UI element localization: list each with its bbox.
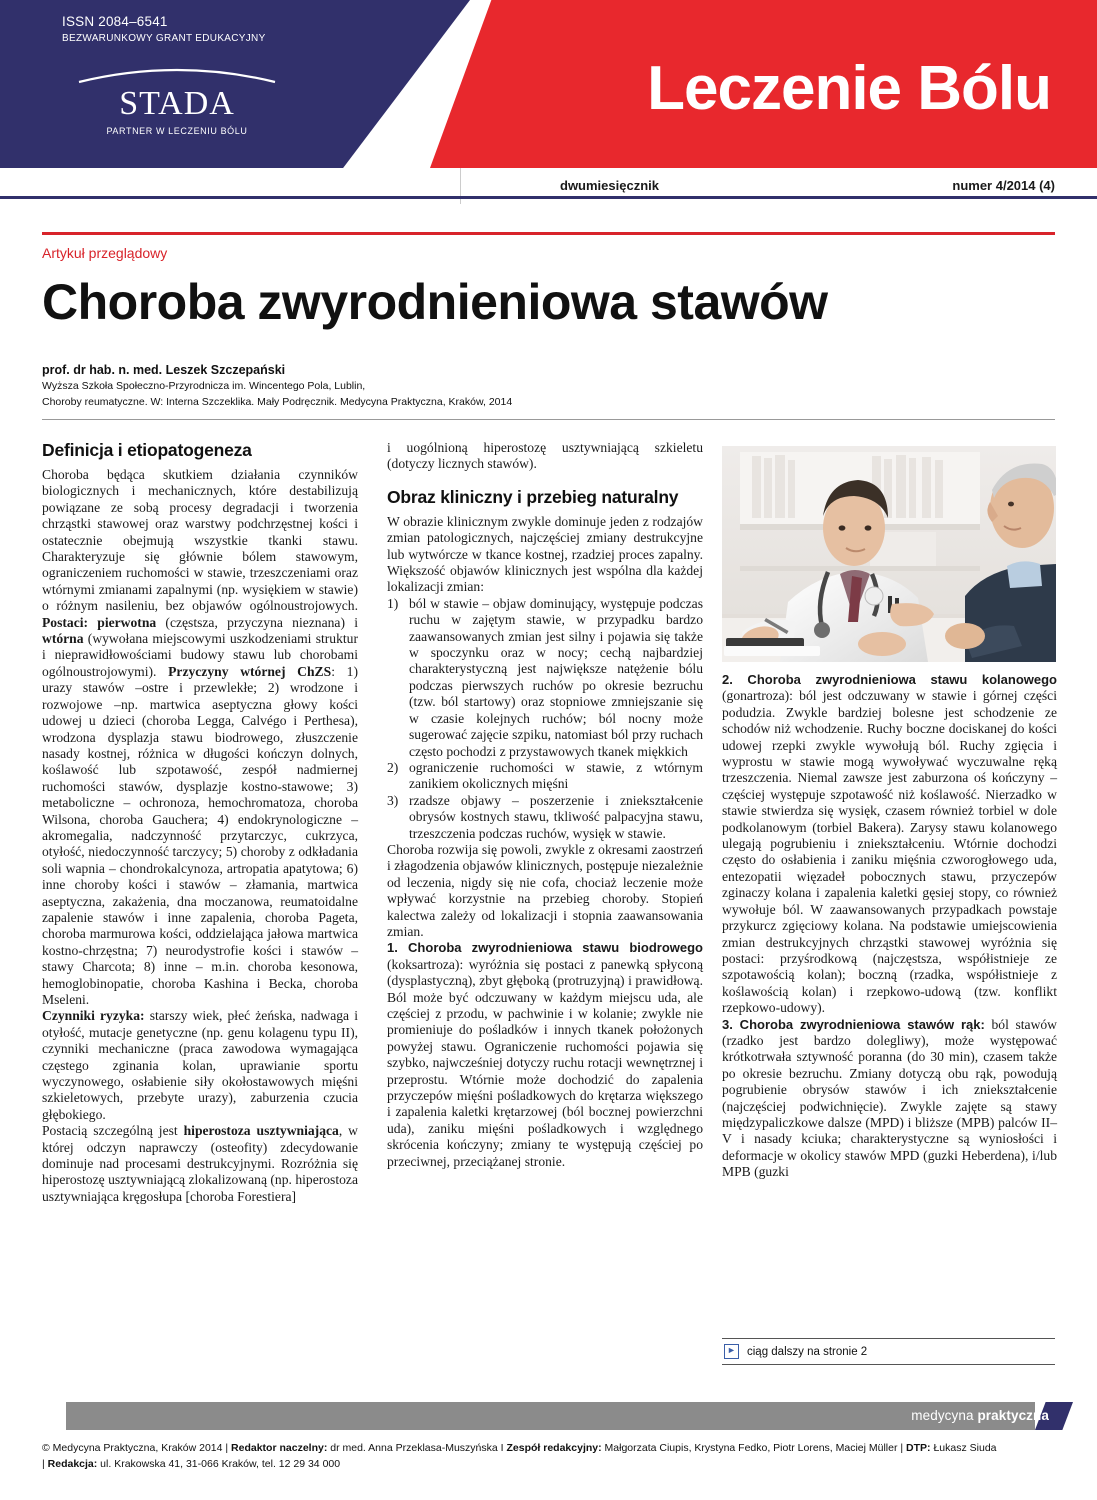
section-heading-obraz-kliniczny: Obraz kliniczny i przebieg naturalny [387, 486, 679, 507]
text-run: Postacią szczególną jest [42, 1123, 184, 1139]
paragraph-continued: i uogólnioną hiperostozę usztywniającą szkieletu (dotyczy licznych stawów). [387, 440, 703, 472]
text-bold: 2. Choroba zwyrodnieniowa stawu kolanowego [722, 672, 1057, 687]
paragraph-obraz-intro: W obrazie klinicznym zwykle dominuje jeden z rodzajów zmian patologicznych, najczęściej zmiany destrukcyjne lub wytwórcze w tkance kostnej, rzadziej proces zapalny. Większość objawów klinicznych jest wspólna dla każdej lokalizacji zmian: [387, 513, 703, 595]
frequency-label: dwumiesięcznik [560, 178, 659, 193]
continue-row[interactable] [722, 1339, 1055, 1364]
paragraph-biodrowego [387, 940, 703, 1170]
photo-illustration [722, 446, 1056, 662]
text-bold: Czynniki ryzyka: [42, 1008, 145, 1024]
text-run: (wywołana miejscowymi uszkodzeniami struktur i nieprawidłowościami budowy stawu lub chorobami ogólnoustrojowymi). [42, 631, 358, 679]
text-run: ból stawów (rzadko jest bardzo dolegliwy), może występować krótkotrwała sztywność poranna (do 30 min), czasem także po okresie bezruchu. Zmiany dotyczą obu rąk, powodują pogrubienie obrysów stawów i ich zniekształcenie (najczęściej podwichnięcie). Zwykle zajęte są stawy międzypaliczkowe dalsze (MPD) i bliższe (MPB) palców II–V i nasady kciuka; charakterystyczne są wyniosłości i deformacje w okolicy stawów MPD (guzki Heberdena), i/lub MPB (guzki [722, 1016, 1057, 1180]
footer-bar [66, 1402, 1035, 1430]
text-bold: Redakcja: [47, 1458, 98, 1470]
stada-arc-icon [77, 62, 277, 84]
section-heading-definicja: Definicja i etiopatogeneza [42, 440, 252, 460]
medycyna-praktyczna-logo [911, 1408, 1049, 1423]
continue-label: ciąg dalszy na stronie 2 [747, 1345, 868, 1358]
grey-divider-rule [42, 419, 1055, 420]
symptoms-list [387, 596, 703, 842]
list-text: rzadsze objawy – poszerzenie i zniekształcenie obrysów kostnych stawu, tkliwość palpacyjna stawu, trzeszczenia podczas ruchów, wysięk w stawie. [409, 792, 703, 841]
text-run: Łukasz Siuda [930, 1442, 997, 1454]
issue-label: numer 4/2014 (4) [952, 178, 1055, 193]
text-run: : 1) urazy stawów –ostre i przewlekłe; 2) wrodzone i rozwojowe –np. martwica aseptyczna głowy kości udowej u dzieci (choroba Legga, Calvégo i Perthesa), wrodzona dysplazja stawu biodrowego, złuszczenie nasady kostnej, różnica w długości kończyn dolnych, koślawość lub szpotawość, zespół nadmiernej ruchomości stawów, dysplazje kostno-stawowe; 3) metaboliczne – ochronoza, hemochromatoza, choroba Wilsona, choroba Gauchera; 4) endokrynologiczne – akromegalia, nadczynność przytarczyc, cukrzyca, otyłość, niedoczynność tarczycy; 5) choroby z odkładania soli wapnia – chondrokalcynoza, artropatia apatytowa; 6) inne choroby kości i stawów – złamania, martwica aseptyczna, zakażenia, dna moczanowa, reumatoidalne zapalenie stawów i inne zapalenia, choroba Pageta, choroba marmurowa kości, oddzielająca jałowa martwica kostno-chrzęstna; 7) neurodystrofie kości i stawów – stawy Charcota; 8) inne – m.in. choroba kesonowa, hemoglobinopatie, choroba Kashina i Becka, choroba Mseleni. [42, 663, 358, 1007]
text-bold: Przyczyny wtórnej ChZS [168, 663, 332, 679]
text-run: Choroba będąca skutkiem działania czynników biologicznych i mechanicznych, które destabilizują powiązane ze sobą procesy degradacji i tworzenia chrząstki stawowej oraz warstwy podchrzęstnej kości i ostatecznie obejmują wszystkie tkanki stawu. Charakteryzuje się głównie bólem stawowym, ograniczeniem ruchomości w stawie, trzeszczeniami oraz wtórnymi zmianami zapalnymi (np. wysiękiem w stawie) o różnym nasileniu, bez objawów ogólnoustrojowych. [42, 467, 358, 614]
text-bold: 1. Choroba zwyrodnieniowa stawu biodrowego [387, 940, 703, 956]
grant-text: BEZWARUNKOWY GRANT EDUKACYJNY [62, 33, 266, 44]
list-item [387, 760, 703, 793]
paragraph-definicja [42, 467, 358, 1008]
article-kicker: Artykuł przeglądowy [42, 245, 168, 261]
list-marker: 2) [387, 759, 399, 775]
text-run: (częstsza, przyczyna nieznana) i [156, 614, 358, 630]
logo-light-part: medycyna [911, 1408, 978, 1423]
stada-wordmark: STADA [119, 85, 235, 122]
text-bold: wtórna [42, 631, 84, 647]
text-run: starszy wiek, płeć żeńska, nadwaga i otyłość, mutacje genetyczne (np. genu kolagenu typu II), czynniki mechaniczne (praca zawodowa wymagająca częstego zginania kolan, uprawianie sportu wyczynowego, osłabienie siły okołostawowych mięśni szkieletowych, przebyte urazy), zaburzenia czucia głębokiego. [42, 1008, 358, 1122]
text-run: dr med. Anna Przeklasa-Muszyńska I [327, 1442, 507, 1454]
continue-rule-bottom [722, 1364, 1055, 1365]
author-affiliation-1: Wyższa Szkoła Społeczno-Przyrodnicza im. Wincentego Pola, Lublin, [42, 379, 366, 392]
column-1 [42, 440, 358, 1205]
footer-imprint [42, 1440, 1055, 1472]
list-text: ból w stawie – objaw dominujący, występuje podczas ruchu w zajętym stawie, w przypadku bardzo zaawansowanych zmian jest silny i pojawia się także w spoczynku oraz w nocy; cechą najbardziej charakterystyczną jest największe natężenie bólu podczas pierwszych ruchów po okresie bezruchu (tzw. ból startowy) oraz stopniowe zmniejszanie się w czasie kolejnych ruchów; ból nocny może sugerować zajęcie szpiku, natomiast ból przy ruchach często pochodzi z przystawowych tkanek miękkich [409, 595, 703, 759]
chevron-right-icon: ► [724, 1344, 739, 1359]
page-title: Choroba zwyrodnieniowa stawów [42, 274, 828, 330]
author-name: prof. dr hab. n. med. Leszek Szczepański [42, 362, 286, 377]
doctor-patient-photo [722, 446, 1056, 662]
text-bold: Zespół redakcyjny: [506, 1442, 602, 1454]
column-2 [387, 440, 703, 1170]
imprint-line-1 [42, 1440, 1055, 1456]
list-marker: 1) [387, 595, 399, 611]
text-run: | [42, 1458, 48, 1470]
list-text: ograniczenie ruchomości w stawie, z wtórnym zanikiem okolicznych mięśni [409, 759, 703, 792]
text-run: (gonartroza): ból jest odczuwany w stawie i górnej części podudzia. Zwykle bardziej bolesne jest schodzenie ze schodów niż wchodzenie. Ruchy boczne dociskanej do kości udowej rzepki zwykle wywołują ból. Ruchy zgięcia i wyprostu w stawie mogą wywoływać wyczuwalne ręką trzeszczenia. Niemal zawsze jest zaburzona oś kończyny – częściej występuje szpotawość niż koślawość. Nierzadko w stawie stwierdza się wysięk, czasem również torbiel w dole podkolanowym (torbiel Bakera). Zarysy stawu kolanowego ulegają pogrubieniu i zniekształceniu. Wtórnie dochodzi często do osłabienia i zaniku mięśnia czworogłowego uda, entezopatii więzadeł pobocznych stawu, przyczepów zginaczy kolana i zapalenia kaletki gęsiej stopy, co również wywołuje ból. W zaawansowanych przypadkach powstaje przykurcz zgięciowy kolana. Na podstawie umiejscowienia zmian destrukcyjnych chrząstki stawowej wyróżnia się postaci: przyśrodkową (najczęstsza, współistnieje ze szpotawością kolan); boczną (rzadka, współistnieje z koślawością kolan) i rzepkowo-udową (tzw. konflikt rzepkowo-udowy). [722, 688, 1057, 1016]
masthead [0, 0, 1097, 168]
continue-block[interactable] [722, 1338, 1055, 1365]
column-3 [722, 440, 1057, 1181]
text-run: Małgorzata Ciupis, Krystyna Fedko, Piotr Lorens, Maciej Müller | [601, 1442, 907, 1454]
text-bold: Redaktor naczelny: [231, 1442, 328, 1454]
imprint-line-2 [42, 1456, 1055, 1472]
list-marker: 3) [387, 792, 399, 808]
paragraph-stawow-rak [722, 1017, 1057, 1181]
paragraph-hiperostoza [42, 1123, 358, 1205]
logo-bold-part: praktyczna [977, 1408, 1049, 1423]
text-bold: 3. Choroba zwyrodnieniowa stawów rąk: [722, 1016, 985, 1032]
text-bold: Postaci: pierwotna [42, 614, 157, 630]
paragraph-przebieg: Choroba rozwija się powoli, zwykle z okresami zaostrzeń i złagodzenia objawów klinicznych, postępuje niezależnie od leczenia, nigdy się nie cofa, chociaż leczenie może wpływać korzystnie na przebieg choroby. Stopień kalectwa zależy od lokalizacji i stopnia zaawansowania zmian. [387, 841, 703, 939]
text-run: (koksartroza): wyróżnia się postaci z panewką spłyconą (dysplastyczną), zbyt głęboką (protruzyjną) i prawidłową. Ból może być odczuwany w każdym miejscu uda, ale częściej z przodu, w pachwinie i w kolanie; zwykle nie promieniuje do pośladków i innych tkanek położonych powyżej stawu. Ograniczenie ruchomości pojawia się szybko, najwcześniej dotyczy ruchu rotacji wewnętrznej i przeprostu. Wtórnie może dochodzić do zapalenia przyczepów mięśni pośladkowych do krętarza większego i zapalenia kaletki krętarzowej (ból bocznej powierzchni uda), zaniku mięśni pośladkowych i względnego skrócenia kończyny; zmiany te występują częściej po przeciwnej, przeciążanej stronie. [387, 956, 703, 1169]
text-bold: hiperostoza usztywniająca [183, 1123, 339, 1139]
list-item [387, 793, 703, 842]
text-bold: DTP: [906, 1442, 931, 1454]
stada-logo [62, 62, 292, 136]
paragraph-czynniki-ryzyka [42, 1008, 358, 1123]
article-body [42, 440, 1055, 1340]
journal-title: Leczenie Bólu [647, 54, 1051, 123]
article-header [42, 232, 1055, 420]
text-run: , w której odczyn naprawczy (osteofity) zdecydowanie dominuje nad procesami destrukcyjnymi. Rozróżnia się hiperostozę usztywniającą zlokalizowaną (np. hiperostoza usztywniająca kręgosłupa [choroba Forestiera] [42, 1123, 358, 1204]
text-run: ul. Krakowska 41, 31-066 Kraków, tel. 12 29 34 000 [97, 1458, 341, 1470]
red-rule [42, 232, 1055, 235]
list-item [387, 596, 703, 760]
photo-caption-kolanowego [722, 672, 1057, 1017]
issn-text: ISSN 2084–6541 [62, 14, 168, 29]
text-run: © Medycyna Praktyczna, Kraków 2014 | [42, 1442, 232, 1454]
author-affiliation-2: Choroby reumatyczne. W: Interna Szczeklika. Mały Podręcznik. Medycyna Praktyczna, Kraków, 2014 [42, 395, 513, 408]
stada-tagline: PARTNER W LECZENIU BÓLU [106, 126, 248, 136]
navy-divider-rule [0, 196, 1097, 199]
